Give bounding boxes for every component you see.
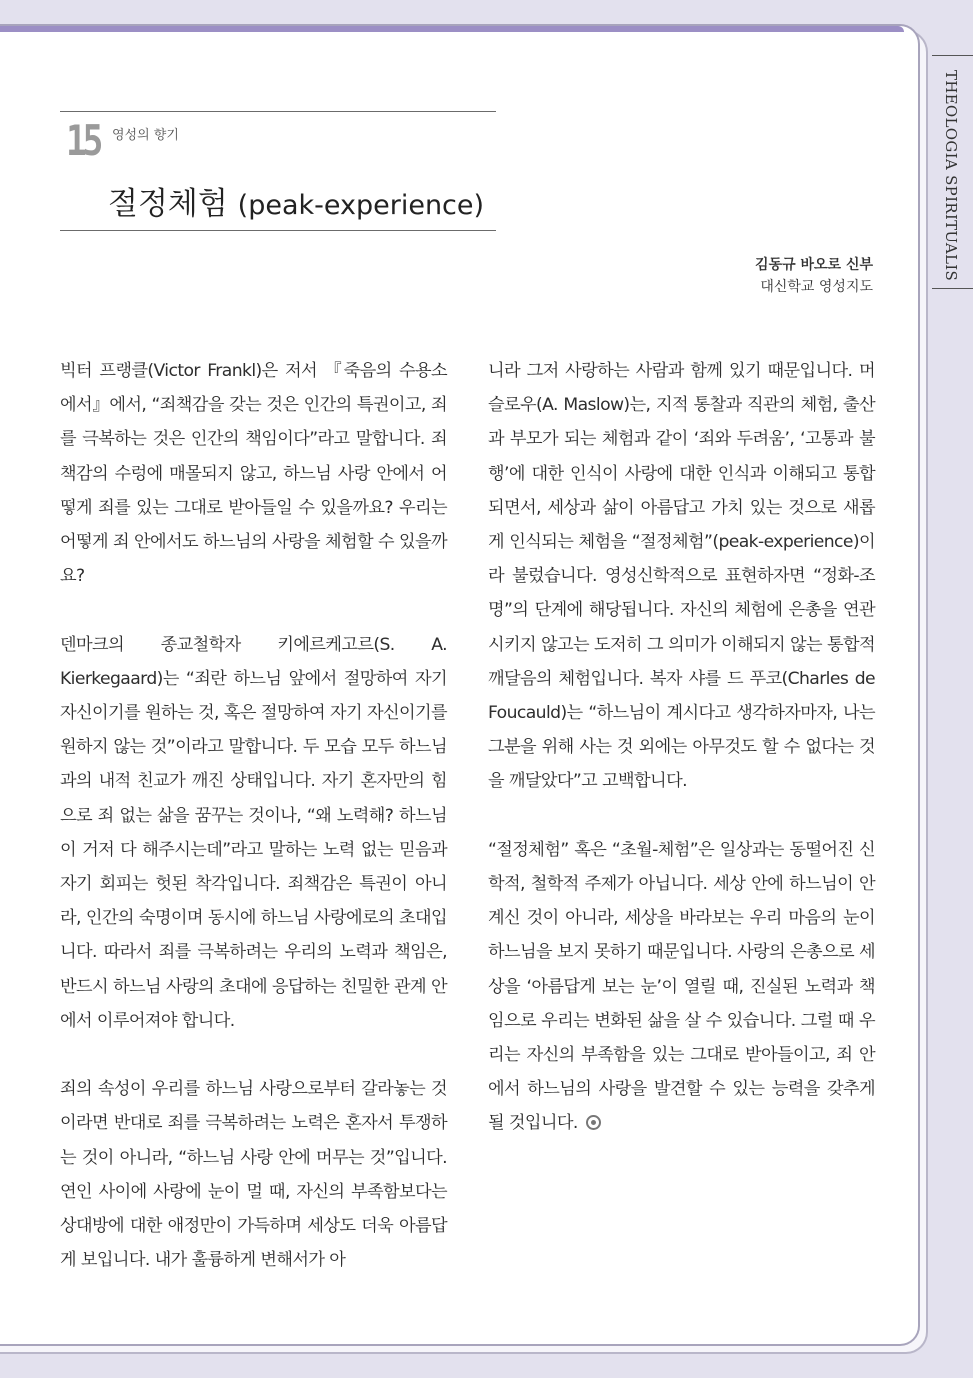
article-title-main: 절정체험: [108, 186, 228, 222]
series-name: 영성의 향기: [112, 128, 179, 143]
paragraph-text: “절정체험” 혹은 “초월-체험”은 일상과는 동떨어진 신학적, 철학적 주제가 아닙니다. 세상 안에 하느님이 안 계신 것이 아니라, 세상을 바라보는 우리 마음의 눈이 하느님을 보지 못하기 때문입니다. 사랑의 은총으로 세상을 ‘아름답게 보는 눈’이 열릴 때, 진실된 노력과 책임으로 우리는 변화된 삶을 살 수 있습니다. 그럴 때 우리는 자신의 부족함을 있는 그대로 받아들이고, 죄 안에서 하느님의 사랑을 발견할 수 있는 능력을 갖추게 될 것입니다.: [488, 839, 875, 1134]
end-mark-icon: [586, 1115, 601, 1130]
paragraph: 죄의 속성이 우리를 하느님 사랑으로부터 갈라놓는 것이라면 반대로 죄를 극복하려는 노력은 혼자서 투쟁하는 것이 아니라, “하느님 사랑 안에 머무는 것”입니다. 연인 사이에 사랑에 눈이 멀 때, 자신의 부족함보다는 상대방에 대한 애정만이 가득하며 세상도 더욱 아름답게 보입니다. 내가 훌륭하게 변해서가 아: [60, 1079, 447, 1271]
article-title: [108, 178, 484, 223]
series-number: 15: [66, 116, 100, 165]
body-column-left: [60, 354, 447, 1312]
paragraph-last: [488, 833, 875, 1141]
header-top-rule: [60, 111, 496, 112]
paragraph: 니라 그저 사랑하는 사람과 함께 있기 때문입니다. 머슬로우(A. Maslow)는, 지적 통찰과 직관의 체험, 출산과 부모가 되는 체험과 같이 ‘죄와 두려움’, ‘고통과 불행’에 대한 인식이 사랑에 대한 인식과 이해되고 통합되면서, 세상과 삶이 아름답고 가치 있는 것으로 새롭게 인식되는 체험을 “절정체험”(peak-experience)이라 불렀습니다. 영성신학적으로 표현하자면 “정화-조명”의 단계에 해당됩니다. 자신의 체험에 은총을 연관시키지 않고는 도저히 그 의미가 이해되지 않는 통합적 깨달음의 체험입니다. 복자 샤를 드 푸코(Charles de Foucauld)는 “하느님이 계시다고 생각하자마자, 나는 그분을 위해 사는 것 외에는 아무것도 할 수 없다는 것을 깨달았다”고 고백합니다.: [488, 361, 875, 792]
side-tab-label: THEOLOGIA SPIRITUALIS: [942, 70, 960, 282]
article-title-sub: (peak-experience): [237, 190, 485, 221]
author-name: 김동규 바오로 신부: [755, 257, 873, 273]
body-column-right: [488, 354, 875, 1175]
paragraph: 빅터 프랭클(Victor Frankl)은 저서 『죽음의 수용소에서』에서, “죄책감을 갖는 것은 인간의 특권이고, 죄를 극복하는 것은 인간의 책임이다”라고 말합니다. 죄책감의 수렁에 매몰되지 않고, 하느님 사랑 안에서 어떻게 죄를 있는 그대로 받아들일 수 있을까요? 우리는 어떻게 죄 안에서도 하느님의 사랑을 체험할 수 있을까요?: [60, 361, 447, 587]
section-side-tab: [932, 55, 973, 289]
author-title: 대신학교 영성지도: [760, 279, 873, 295]
paragraph: 덴마크의 종교철학자 키에르케고르(S. A. Kierkegaard)는 “죄란 하느님 앞에서 절망하여 자기 자신이기를 원하는 것, 혹은 절망하여 자기 자신이기를 원하지 않는 것”이라고 말합니다. 두 모습 모두 하느님과의 내적 친교가 깨진 상태입니다. 자기 혼자만의 힘으로 죄 없는 삶을 꿈꾸는 것이나, “왜 노력해? 하느님이 거저 다 해주시는데”라고 말하는 노력 없는 믿음과 자기 회피는 헛된 착각입니다. 죄책감은 특권이 아니라, 인간의 숙명이며 동시에 하느님 사랑에로의 초대입니다. 따라서 죄를 극복하려는 우리의 노력과 책임은, 반드시 하느님 사랑의 초대에 응답하는 친밀한 관계 안에서 이루어져야 합니다.: [60, 634, 447, 1031]
top-accent-band: [0, 26, 904, 32]
header-bottom-rule: [60, 230, 496, 231]
